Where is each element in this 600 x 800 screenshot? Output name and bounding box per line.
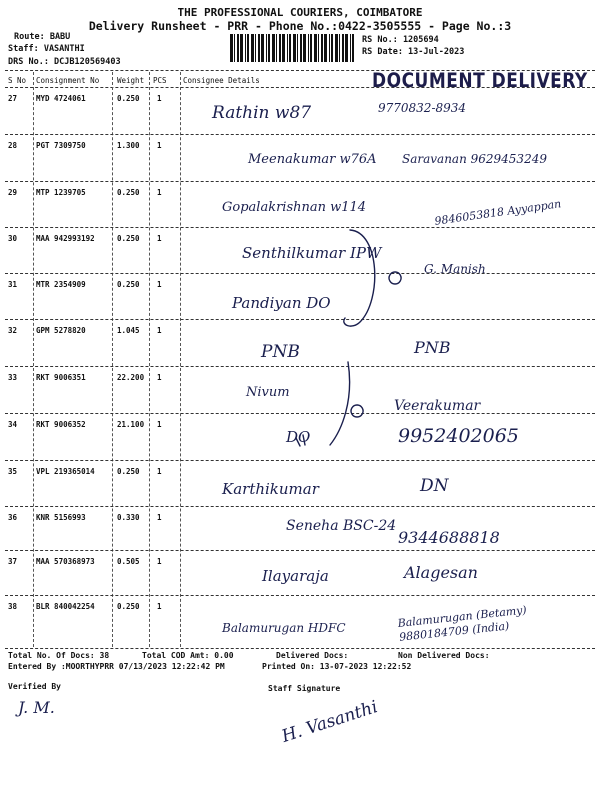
row-cons: VPL 219365014 bbox=[36, 467, 95, 476]
total-docs: Total No. Of Docs: 38 bbox=[8, 651, 110, 660]
handwritten-receiver: Alagesan bbox=[404, 563, 478, 582]
handwritten-consignee: Senthilkumar IPW bbox=[242, 244, 382, 262]
row-sno: 31 bbox=[8, 280, 18, 289]
row-pcs: 1 bbox=[157, 280, 162, 289]
handwritten-receiver: Saravanan 9629453249 bbox=[402, 152, 547, 166]
staff-signature-label: Staff Signature bbox=[268, 684, 341, 693]
row-weight: 22.200 bbox=[117, 373, 145, 382]
row-cons: GPM 5278820 bbox=[36, 326, 86, 335]
handwritten-receiver: DN bbox=[420, 476, 449, 496]
row-cons: RKT 9006351 bbox=[36, 373, 86, 382]
handwritten-consignee: Balamurugan HDFC bbox=[222, 621, 346, 635]
row-pcs: 1 bbox=[157, 420, 162, 429]
row-weight: 0.250 bbox=[117, 280, 140, 289]
row-cons: MAA 942993192 bbox=[36, 234, 95, 243]
handwritten-consignee: Pandiyan DO bbox=[232, 294, 331, 312]
row-weight: 1.300 bbox=[117, 141, 140, 150]
row-weight: 21.100 bbox=[117, 420, 145, 429]
row-weight: 1.045 bbox=[117, 326, 140, 335]
row-cons: RKT 9006352 bbox=[36, 420, 86, 429]
handwritten-consignee: Gopalakrishnan w114 bbox=[222, 200, 367, 215]
row-weight: 0.250 bbox=[117, 467, 140, 476]
document-delivery-stamp: DOCUMENT DELIVERY bbox=[372, 69, 588, 93]
row-cons: MAA 570368973 bbox=[36, 557, 95, 566]
footer-divider bbox=[5, 648, 595, 649]
col-consignee: Consignee Details bbox=[183, 76, 260, 85]
row-weight: 0.250 bbox=[117, 602, 140, 611]
row-sno: 27 bbox=[8, 94, 18, 103]
handwritten-receiver: G. Manish bbox=[424, 262, 486, 276]
company-title: THE PROFESSIONAL COURIERS, COIMBATORE bbox=[177, 6, 423, 19]
row-pcs: 1 bbox=[157, 188, 162, 197]
row-cons: MTR 2354909 bbox=[36, 280, 86, 289]
col-pcs: PCS bbox=[153, 76, 167, 85]
col-weight: Weight bbox=[117, 76, 145, 85]
row-sno: 29 bbox=[8, 188, 18, 197]
rs-number: RS No.: 1205694 bbox=[362, 35, 439, 45]
runsheet-subtitle: Delivery Runsheet - PRR - Phone No.:0422-3505555 - Page No.:3 bbox=[88, 19, 512, 33]
staff-signature: H. Vasanthi bbox=[279, 697, 381, 747]
handwritten-consignee: Nivum bbox=[246, 385, 290, 400]
handwritten-receiver: 9846053818 Ayyappan bbox=[433, 197, 562, 228]
row-pcs: 1 bbox=[157, 326, 162, 335]
row-pcs: 1 bbox=[157, 602, 162, 611]
verified-by-label: Verified By bbox=[8, 682, 61, 691]
row-weight: 0.250 bbox=[117, 234, 140, 243]
row-sno: 28 bbox=[8, 141, 18, 150]
handwritten-receiver: 9770832-8934 bbox=[378, 101, 467, 115]
row-cons: BLR 840042254 bbox=[36, 602, 95, 611]
verifier-signature: J. M. bbox=[18, 698, 55, 717]
row-sno: 36 bbox=[8, 513, 18, 522]
row-weight: 0.250 bbox=[117, 188, 140, 197]
row-cons: PGT 7309750 bbox=[36, 141, 86, 150]
handwritten-receiver: 9344688818 bbox=[398, 528, 500, 547]
row-pcs: 1 bbox=[157, 373, 162, 382]
total-cod: Total COD Amt: 0.00 bbox=[142, 651, 234, 660]
handwritten-consignee: PNB bbox=[261, 342, 300, 362]
route-label: Route: BABU bbox=[14, 32, 71, 42]
row-sno: 30 bbox=[8, 234, 18, 243]
row-sno: 33 bbox=[8, 373, 18, 382]
row-sno: 38 bbox=[8, 602, 18, 611]
handwritten-consignee: Rathin w87 bbox=[212, 103, 312, 123]
staff-label: Staff: VASANTHI bbox=[8, 44, 85, 54]
row-pcs: 1 bbox=[157, 513, 162, 522]
entered-by: Entered By :MOORTHYPRR 07/13/2023 12:22:42 PM bbox=[8, 662, 225, 671]
row-cons: MYD 4724061 bbox=[36, 94, 86, 103]
handwritten-receiver: Veerakumar bbox=[394, 398, 481, 414]
row-weight: 0.330 bbox=[117, 513, 140, 522]
row-pcs: 1 bbox=[157, 94, 162, 103]
row-sno: 37 bbox=[8, 557, 18, 566]
row-sno: 32 bbox=[8, 326, 18, 335]
row-pcs: 1 bbox=[157, 557, 162, 566]
handwritten-receiver: PNB bbox=[414, 338, 451, 357]
handwritten-consignee: Meenakumar w76A bbox=[248, 152, 377, 167]
handwritten-consignee: Ilayaraja bbox=[262, 567, 329, 585]
non-delivered-docs: Non Delivered Docs: bbox=[398, 651, 490, 660]
row-cons: MTP 1239705 bbox=[36, 188, 86, 197]
col-consignment: Consignment No bbox=[36, 76, 100, 85]
col-sno: S No bbox=[8, 76, 27, 85]
printed-on: Printed On: 13-07-2023 12:22:52 bbox=[262, 662, 412, 671]
handwritten-consignee: DO bbox=[286, 428, 311, 446]
row-pcs: 1 bbox=[157, 467, 162, 476]
handwritten-receiver: Balamurugan (Betamy) 9880184709 (India) bbox=[397, 603, 528, 644]
drs-number: DRS No.: DCJB120569403 bbox=[8, 57, 121, 67]
delivered-docs: Delivered Docs: bbox=[276, 651, 349, 660]
row-weight: 0.505 bbox=[117, 557, 140, 566]
handwritten-receiver: 9952402065 bbox=[398, 425, 519, 447]
row-cons: KNR 5156993 bbox=[36, 513, 86, 522]
handwritten-consignee: Seneha BSC-24 bbox=[286, 518, 397, 534]
handwritten-consignee: Karthikumar bbox=[222, 480, 319, 498]
row-sno: 35 bbox=[8, 467, 18, 476]
row-weight: 0.250 bbox=[117, 94, 140, 103]
rs-date: RS Date: 13-Jul-2023 bbox=[362, 47, 465, 57]
row-sno: 34 bbox=[8, 420, 18, 429]
row-pcs: 1 bbox=[157, 141, 162, 150]
row-pcs: 1 bbox=[157, 234, 162, 243]
